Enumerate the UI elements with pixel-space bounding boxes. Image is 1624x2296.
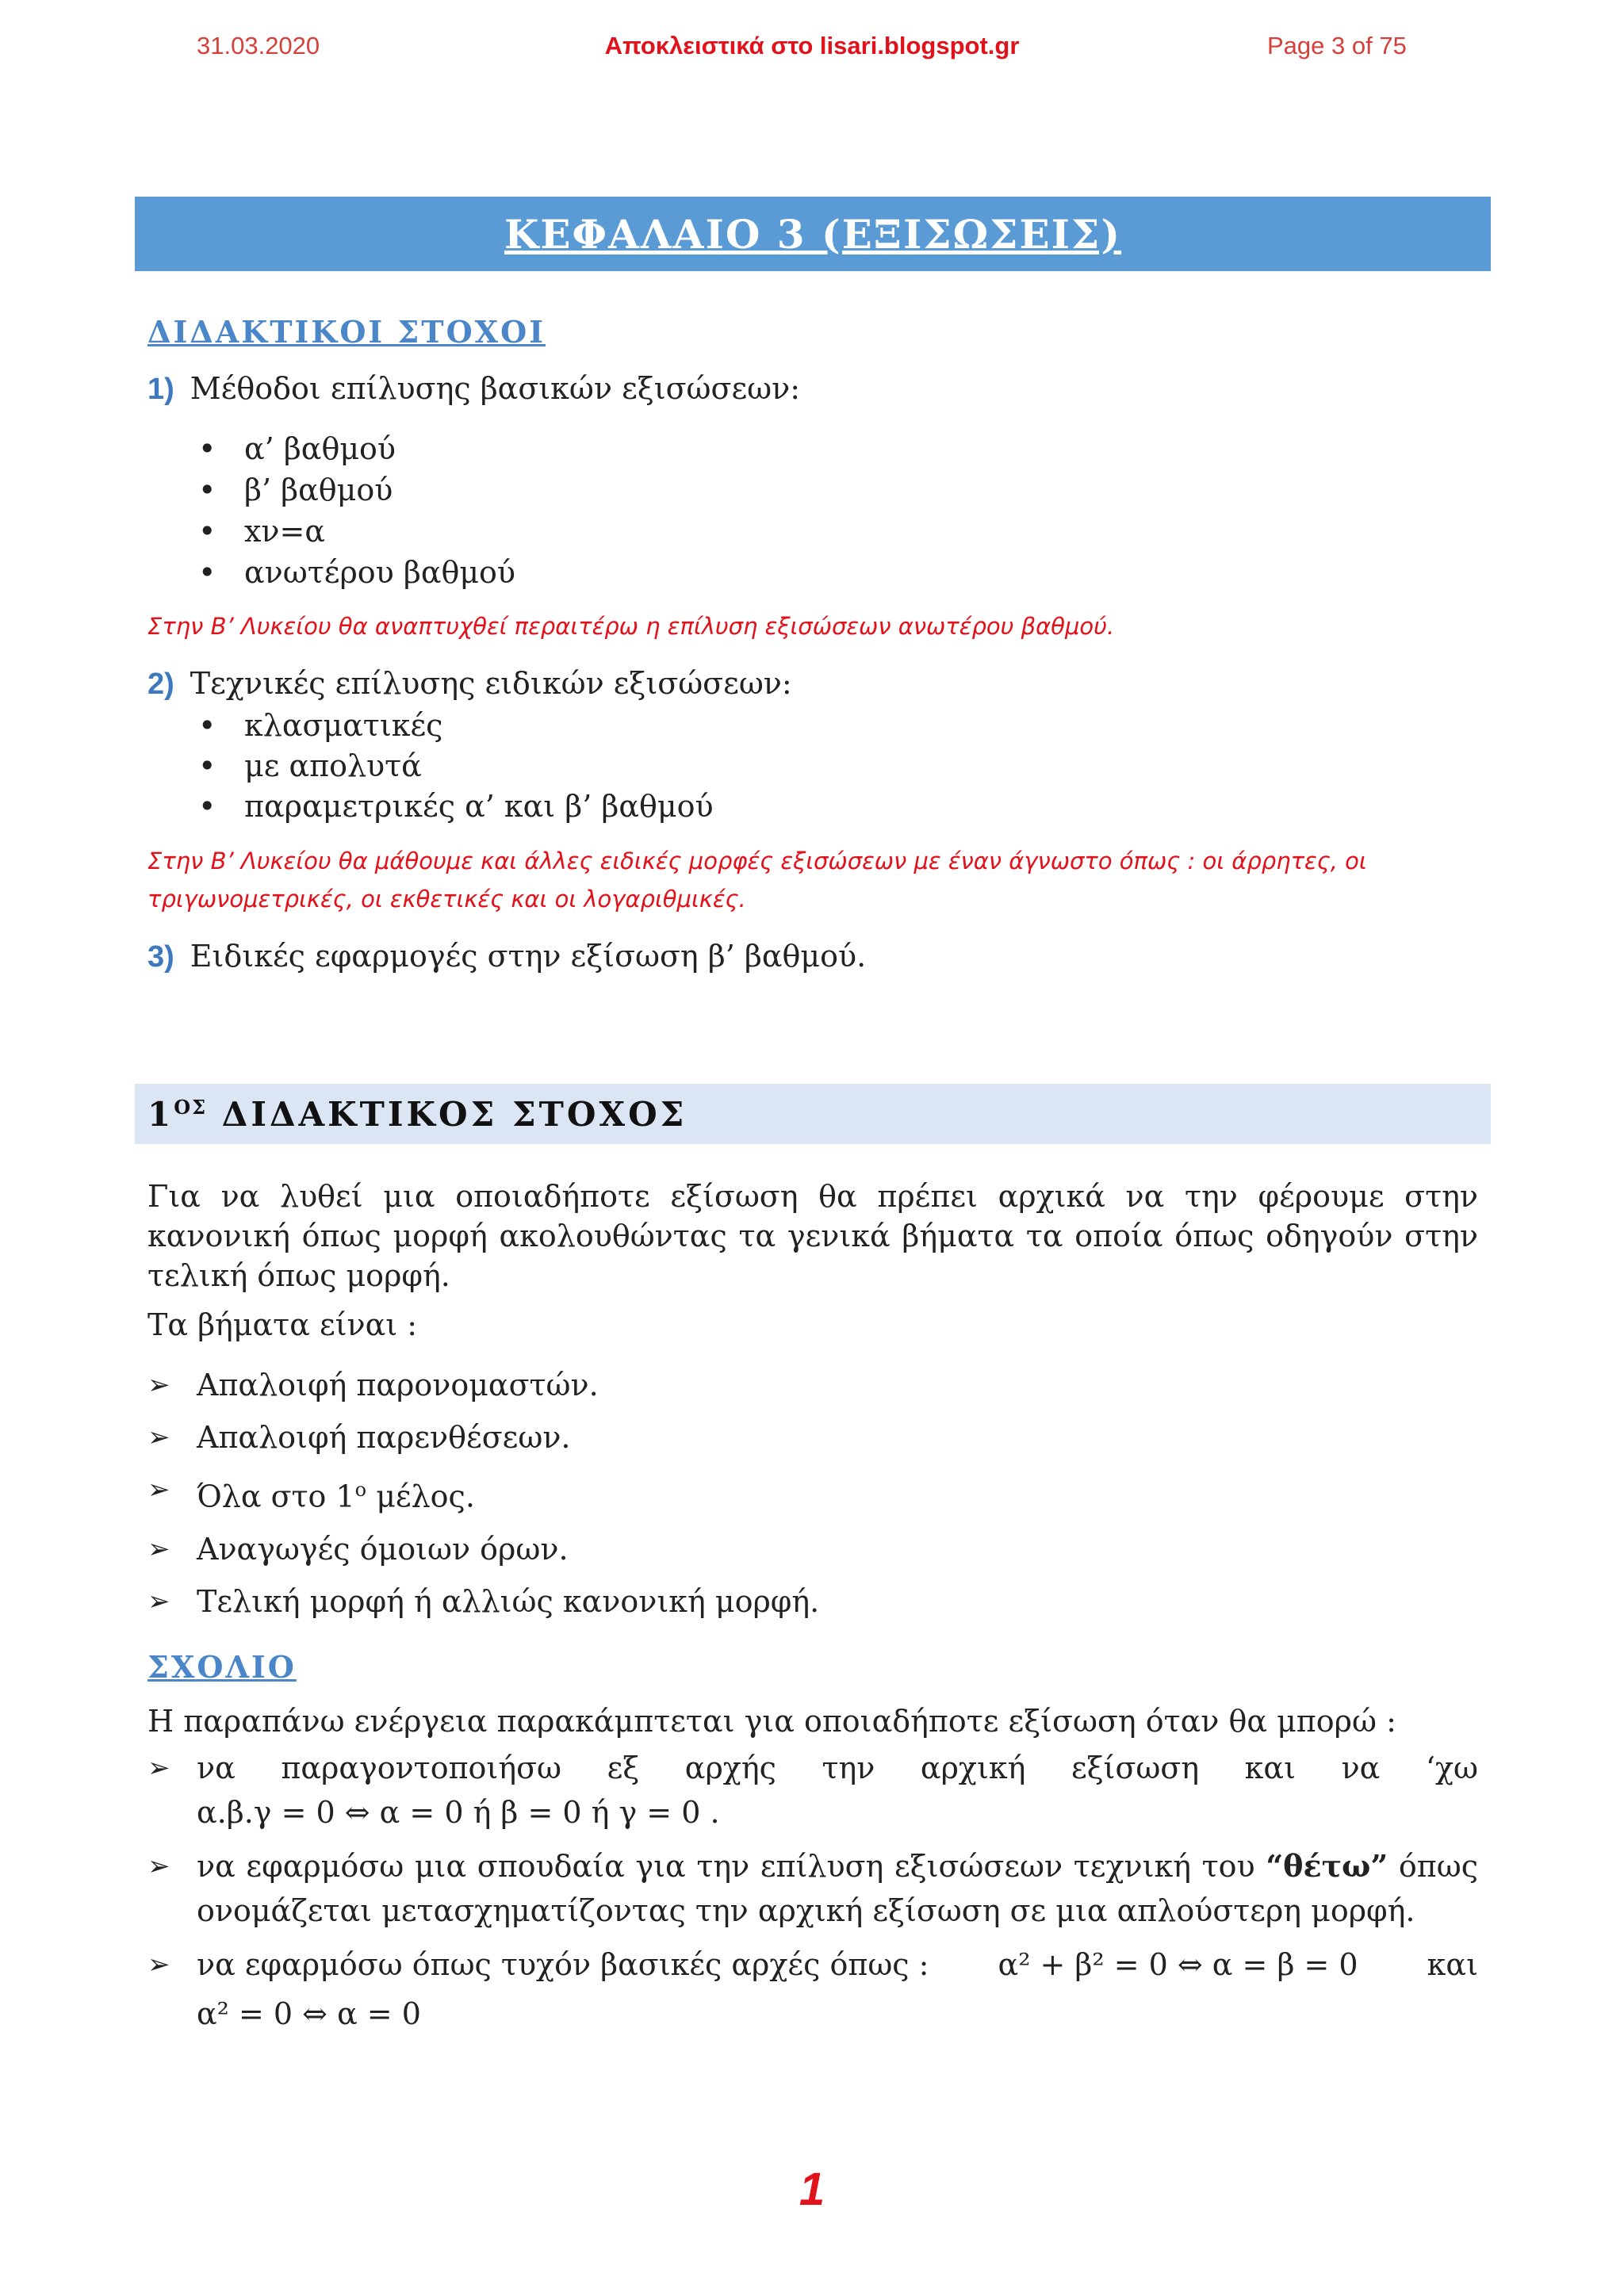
objective-text: Τεχνικές επίλυσης ειδικών εξισώσεων:	[190, 666, 792, 701]
objective-2-bullets	[198, 706, 714, 827]
steps-list	[147, 1359, 1478, 1628]
goal-banner	[135, 1084, 1491, 1144]
arrow-bullet-icon: ➢	[147, 1752, 170, 1784]
objective-text: Μέθοδοι επίλυσης βασικών εξισώσεων:	[190, 371, 801, 406]
comment-item-1-math: α.β.γ = 0 ⇔ α = 0 ή β = 0 ή γ = 0 .	[197, 1795, 720, 1830]
list-item	[147, 1942, 1478, 2036]
comment-item-3-math-2: α² = 0 ⇔ α = 0	[197, 1996, 421, 2031]
header-page-indicator: Page 3 of 75	[1267, 32, 1407, 59]
list-item: • με απολυτά	[198, 746, 714, 786]
objective-item-3	[147, 939, 866, 974]
step-text: Τελική μορφή ή αλλιώς κανονική μορφή.	[197, 1583, 820, 1619]
comment-item-3-and: και	[1427, 1947, 1478, 1982]
list-item	[147, 1746, 1478, 1835]
goal-number: 1	[147, 1094, 174, 1134]
page-number: 1	[799, 2164, 825, 2215]
objective-1-bullets	[198, 428, 515, 593]
objective-number: 1)	[147, 373, 174, 406]
objective-text: Ειδικές εφαρμογές στην εξίσωση β’ βαθμού.	[190, 939, 867, 974]
comment-list	[147, 1746, 1478, 2036]
list-item: • ανωτέρου βαθμού	[198, 552, 515, 593]
objective-item-2	[147, 666, 792, 702]
comment-item-3-line	[197, 1942, 1478, 1987]
list-item: • παραμετρικές α’ και β’ βαθμού	[198, 786, 714, 827]
header-site: Αποκλειστικά στο lisari.blogspot.gr	[604, 32, 1020, 59]
comment-item-2-text: να εφαρμόσω μια σπουδαία για την επίλυση εξισώσεων τεχνική του	[197, 1849, 1266, 1884]
step-text: Αναγωγές όμοιων όρων.	[197, 1531, 569, 1567]
step-text: Όλα στο 1	[197, 1479, 355, 1514]
arrow-bullet-icon: ➢	[147, 1850, 170, 1882]
list-item: • xν=α	[198, 511, 515, 552]
arrow-bullet-icon: ➢	[147, 1533, 170, 1565]
arrow-bullet-icon: ➢	[147, 1949, 170, 1980]
list-item	[147, 1844, 1478, 1933]
comment-item-2-bold: “θέτω”	[1266, 1848, 1388, 1884]
objective-number: 2)	[147, 668, 174, 701]
objective-item-1	[147, 371, 800, 407]
chapter-title: ΚΕΦΑΛΑΙΟ 3 (ΕΞΙΣΩΣΕΙΣ)	[504, 210, 1122, 258]
comment-item-1-text: να παραγοντοποιήσω εξ αρχής την αρχική εξίσωση και να ‘χω	[197, 1751, 1478, 1785]
note-2: Στην Β’ Λυκείου θα μάθουμε και άλλες ειδικές μορφές εξισώσεων με έναν άγνωστο όπως : οι άρρητες, οι τριγωνομετρικές, οι εκθετικές και οι λογαριθμικές.	[147, 848, 1367, 913]
arrow-bullet-icon: ➢	[147, 1369, 170, 1401]
step-text: μέλος.	[366, 1479, 475, 1514]
goal-superscript: ΟΣ	[174, 1095, 208, 1119]
arrow-bullet-icon: ➢	[147, 1474, 170, 1506]
list-item	[147, 1359, 1478, 1411]
comment-item-3-math: α² + β² = 0 ⇔ α = β = 0	[998, 1947, 1358, 1982]
comment-heading: ΣΧΟΛΙΟ	[147, 1649, 297, 1685]
list-item	[147, 1411, 1478, 1464]
list-item: • α’ βαθμού	[198, 428, 515, 469]
step-superscript: ο	[354, 1479, 367, 1501]
list-item	[147, 1523, 1478, 1575]
goal-title	[147, 1095, 687, 1134]
step-text: Απαλοιφή παρονομαστών.	[197, 1368, 599, 1402]
header-date: 31.03.2020	[197, 32, 320, 59]
steps-label: Τα βήματα είναι :	[147, 1307, 418, 1342]
comment-intro: Η παραπάνω ενέργεια παρακάμπτεται για οποιαδήποτε εξίσωση όταν θα μπορώ :	[147, 1704, 1396, 1739]
arrow-bullet-icon: ➢	[147, 1422, 170, 1453]
arrow-bullet-icon: ➢	[147, 1585, 170, 1617]
list-item	[147, 1575, 1478, 1628]
list-item	[147, 1464, 1478, 1523]
goal-intro-paragraph: Για να λυθεί μια οποιαδήποτε εξίσωση θα πρέπει αρχικά να την φέρουμε στην κανονική όπως μορφή ακολουθώντας τα γενικά βήματα τα οποία όπως οδηγούν στην τελική όπως μορφή.	[147, 1179, 1478, 1293]
comment-item-3-text: να εφαρμόσω όπως τυχόν βασικές αρχές όπως :	[197, 1947, 929, 1982]
comment-item-2-text: όπως ονομάζεται μετασχηματίζοντας την αρχική εξίσωση σε μια απλούστερη μορφή.	[197, 1849, 1479, 1928]
objective-number: 3)	[147, 940, 174, 974]
step-text: Απαλοιφή παρενθέσεων.	[197, 1420, 571, 1455]
objectives-heading: ΔΙΔΑΚΤΙΚΟΙ ΣΤΟΧΟΙ	[147, 314, 546, 350]
note-1: Στην Β’ Λυκείου θα αναπτυχθεί περαιτέρω η επίλυση εξισώσεων ανωτέρου βαθμού.	[147, 613, 1115, 640]
list-item: • β’ βαθμού	[198, 469, 515, 511]
list-item: • κλασματικές	[198, 706, 714, 746]
chapter-banner	[135, 197, 1491, 271]
goal-title-text: ΔΙΔΑΚΤΙΚΟΣ ΣΤΟΧΟΣ	[221, 1094, 688, 1134]
